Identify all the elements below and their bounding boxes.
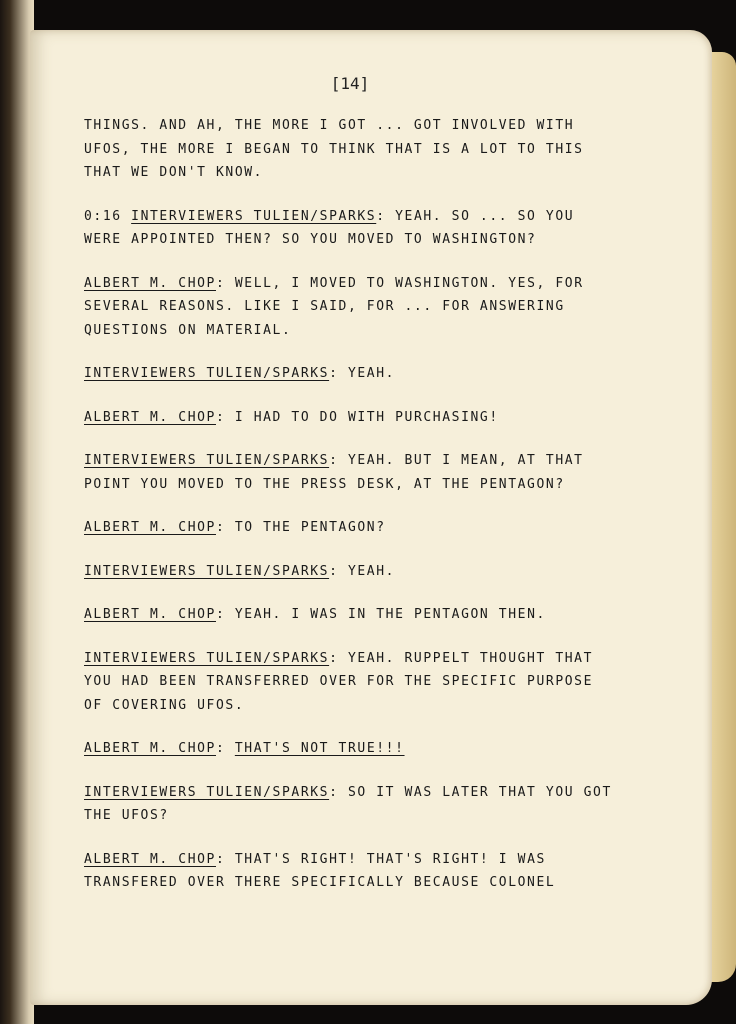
speech-text: : YEAH. RUPPELT THOUGHT THAT [329, 650, 594, 666]
speaker-name: INTERVIEWERS TULIEN/SPARKS [131, 208, 377, 224]
speech-text: : THAT'S RIGHT! THAT'S RIGHT! I WAS [215, 851, 546, 867]
speaker-name: ALBERT M. CHOP [84, 741, 216, 756]
text-line [84, 560, 644, 584]
text-line: THE UFOS? [84, 808, 169, 823]
text-line [84, 781, 644, 805]
text-line: THAT WE DON'T KNOW. [84, 165, 264, 180]
transcript-paragraph [84, 362, 644, 386]
speech-text: : YEAH. [329, 366, 396, 381]
text-line [84, 848, 644, 872]
speaker-name: ALBERT M. CHOP [84, 520, 216, 535]
text-line: SEVERAL REASONS. LIKE I SAID, FOR ... FOR ANSWERING [84, 299, 565, 314]
timestamp: 0:16 [84, 208, 132, 224]
speaker-name: ALBERT M. CHOP [84, 851, 216, 867]
transcript-paragraph [84, 603, 644, 627]
text-line [84, 647, 644, 671]
emphasized-text: THAT'S NOT TRUE!!! [234, 741, 405, 756]
speaker-name: ALBERT M. CHOP [84, 275, 216, 291]
text-line: QUESTIONS ON MATERIAL. [84, 322, 292, 338]
speaker-name: INTERVIEWERS TULIEN/SPARKS [84, 453, 330, 468]
speaker-name: INTERVIEWERS TULIEN/SPARKS [84, 563, 330, 579]
speaker-name: ALBERT M. CHOP [84, 409, 216, 425]
speaker-name: INTERVIEWERS TULIEN/SPARKS [84, 650, 330, 666]
text-line: YOU HAD BEEN TRANSFERRED OVER FOR THE SPECIFIC PURPOSE [84, 674, 594, 689]
speech-text: : YEAH. SO ... SO YOU [376, 208, 575, 224]
text-line: THINGS. AND AH, THE MORE I GOT ... GOT INVOLVED WITH [84, 118, 575, 133]
text-line [84, 362, 644, 386]
text-line [84, 516, 644, 540]
speech-text: : YEAH. [329, 563, 396, 579]
transcript-paragraph [84, 737, 644, 761]
transcript-paragraph [84, 449, 644, 496]
transcript-paragraph [84, 205, 644, 252]
speaker-name: ALBERT M. CHOP [84, 607, 216, 622]
speaker-name: INTERVIEWERS TULIEN/SPARKS [84, 784, 330, 800]
text-line: UFOS, THE MORE I BEGAN TO THINK THAT IS A LOT TO THIS [84, 141, 584, 157]
book-page [30, 30, 712, 1005]
speech-text: : SO IT WAS LATER THAT YOU GOT [329, 784, 612, 800]
text-line [84, 603, 644, 627]
transcript-paragraph [84, 114, 644, 185]
speech-text: : WELL, I MOVED TO WASHINGTON. YES, FOR [215, 275, 584, 291]
speech-text: : TO THE PENTAGON? [215, 520, 386, 535]
transcript-paragraph [84, 848, 644, 895]
transcript-paragraph [84, 406, 644, 430]
transcript-paragraph [84, 560, 644, 584]
speech-text: : YEAH. I WAS IN THE PENTAGON THEN. [215, 607, 546, 622]
transcript-text [84, 114, 644, 915]
text-line: WERE APPOINTED THEN? SO YOU MOVED TO WASHINGTON? [84, 232, 537, 247]
text-line [84, 406, 644, 430]
speaker-name: INTERVIEWERS TULIEN/SPARKS [84, 366, 330, 381]
left-page-edge [0, 0, 34, 1024]
text-line [84, 737, 644, 761]
text-line [84, 272, 644, 296]
speech-text: : [215, 741, 235, 756]
speech-text: : I HAD TO DO WITH PURCHASING! [215, 409, 499, 425]
transcript-paragraph [84, 647, 644, 718]
page-number: [14] [330, 74, 370, 93]
transcript-paragraph [84, 781, 644, 828]
transcript-paragraph [84, 272, 644, 343]
text-line: POINT YOU MOVED TO THE PRESS DESK, AT THE PENTAGON? [84, 476, 565, 492]
transcript-paragraph [84, 516, 644, 540]
text-line: OF COVERING UFOS. [84, 697, 245, 713]
text-line [84, 205, 644, 229]
speech-text: : YEAH. BUT I MEAN, AT THAT [329, 453, 584, 468]
text-line: TRANSFERED OVER THERE SPECIFICALLY BECAUSE COLONEL [84, 875, 556, 890]
text-line [84, 449, 644, 473]
